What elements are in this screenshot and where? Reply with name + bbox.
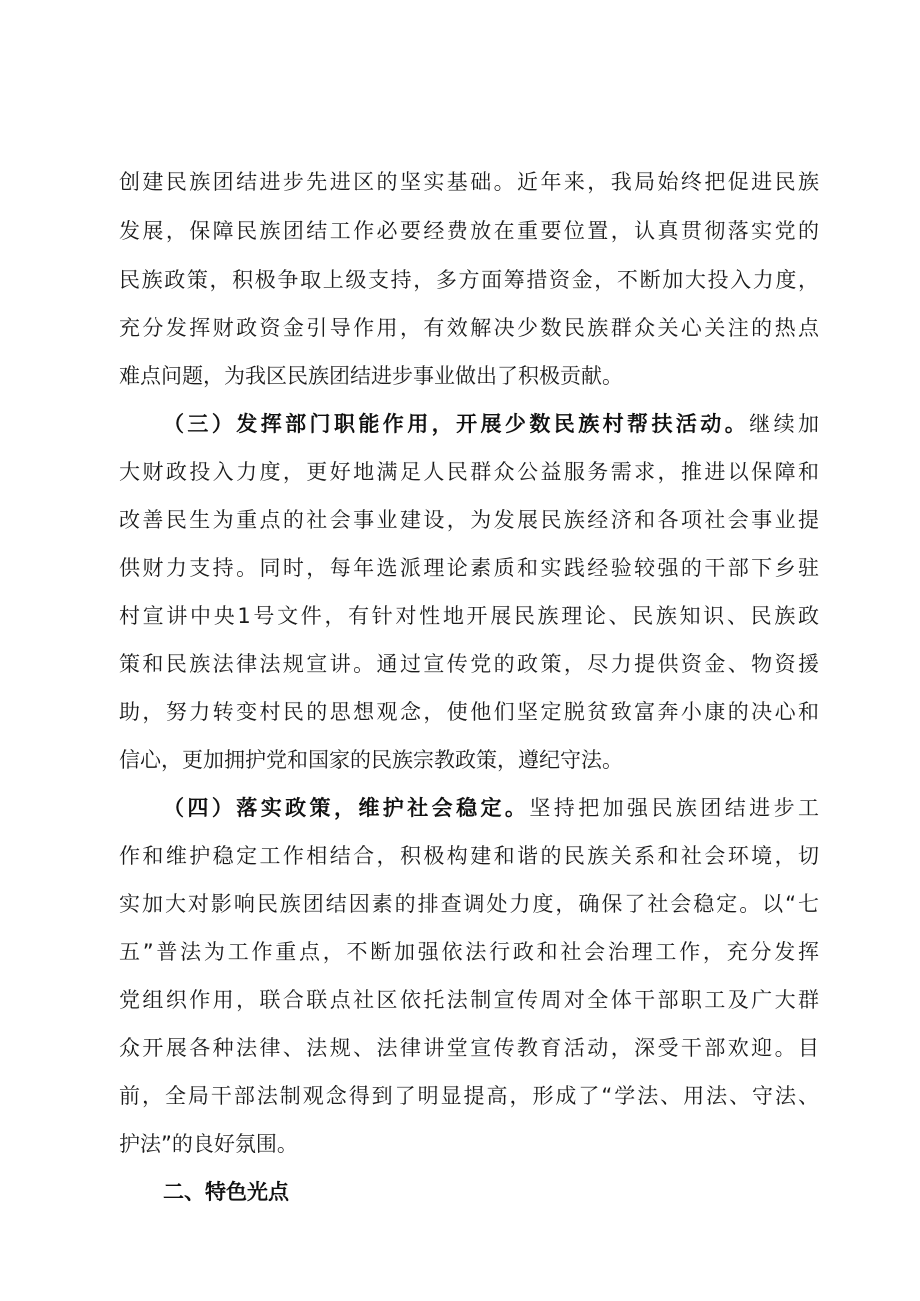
paragraph-line: 创建民族团结进步先进区的坚实基础。近年来，我局始终把促进民族 — [119, 170, 819, 194]
paragraph-line: 民族政策，积极争取上级支持，多方面筹措资金，不断加大投入力度， — [119, 268, 819, 292]
paragraph-first-line — [163, 404, 819, 444]
paragraph-text: 坚持把加强民族团结进步工 — [529, 796, 820, 820]
paragraph-line: 信心，更加拥护党和国家的民族宗教政策，遵纪守法。 — [119, 748, 623, 772]
paragraph-first-line — [163, 788, 819, 828]
paragraph-line: 党组织作用，联合联点社区依托法制宣传周对全体干部职工及广大群 — [119, 988, 819, 1012]
section-heading: 二、特色光点 — [163, 1180, 289, 1204]
paragraph-line: 作和维护稳定工作相结合，积极构建和谐的民族关系和社会环境，切 — [119, 844, 819, 868]
paragraph-text: 继续加 — [749, 412, 820, 436]
paragraph-line: 众开展各种法律、法规、法律讲堂宣传教育活动，深受干部欢迎。目 — [119, 1036, 819, 1060]
paragraph-line: 供财力支持。同时，每年选派理论素质和实践经验较强的干部下乡驻 — [119, 556, 819, 580]
paragraph-line: 村宣讲中央1号文件，有针对性地开展民族理论、民族知识、民族政 — [119, 604, 819, 628]
paragraph-line: 策和民族法律法规宣讲。通过宣传党的政策，尽力提供资金、物资援 — [119, 652, 819, 676]
paragraph-line: 护法”的良好氛围。 — [119, 1132, 298, 1156]
paragraph-line: 改善民生为重点的社会事业建设，为发展民族经济和各项社会事业提 — [119, 508, 819, 532]
paragraph-line: 大财政投入力度，更好地满足人民群众公益服务需求，推进以保障和 — [119, 460, 819, 484]
paragraph-line: 充分发挥财政资金引导作用，有效解决少数民族群众关心关注的热点 — [119, 316, 819, 340]
paragraph-line: 助，努力转变村民的思想观念，使他们坚定脱贫致富奔小康的决心和 — [119, 700, 819, 724]
paragraph-line: 实加大对影响民族团结因素的排查调处力度，确保了社会稳定。以“七 — [119, 892, 819, 916]
paragraph-line: 发展，保障民族团结工作必要经费放在重要位置，认真贯彻落实党的 — [119, 219, 819, 243]
paragraph-heading: （三）发挥部门职能作用，开展少数民族村帮扶活动。 — [163, 412, 750, 436]
paragraph-line: 前，全局干部法制观念得到了明显提高，形成了“学法、用法、守法、 — [119, 1084, 819, 1108]
paragraph-line: 难点问题，为我区民族团结进步事业做出了积极贡献。 — [119, 364, 623, 388]
paragraph-heading: （四）落实政策，维护社会稳定。 — [163, 796, 530, 820]
paragraph-line: 五”普法为工作重点，不断加强依法行政和社会治理工作，充分发挥 — [119, 940, 819, 964]
